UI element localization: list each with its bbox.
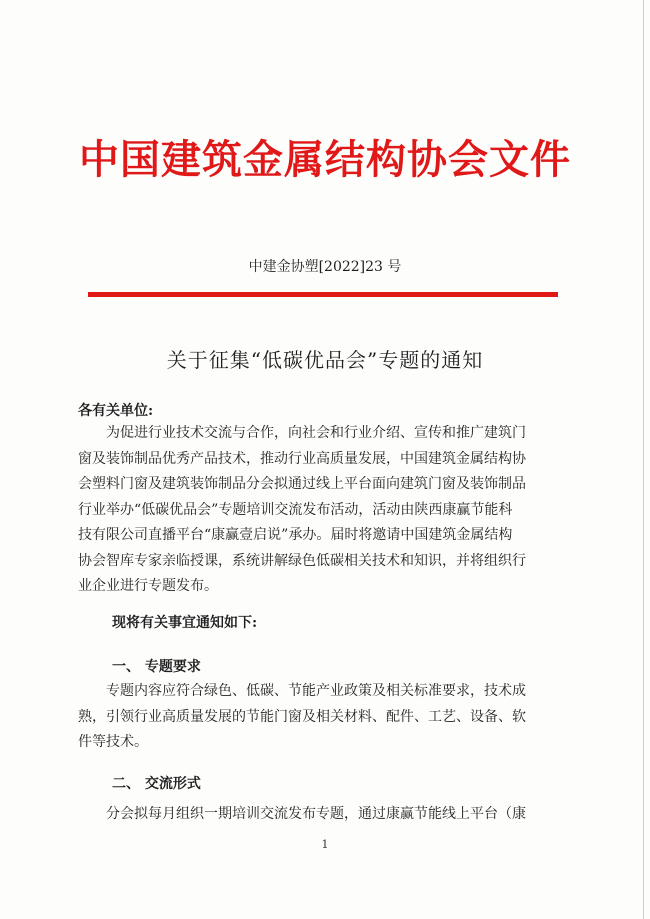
page-number: 1 <box>321 838 329 851</box>
intro-line: 业企业进行专题发布。 <box>78 578 218 594</box>
intro-line: 技有限公司直播平台“康赢壹启说”承办。届时将邀请中国建筑金属结构 <box>78 527 513 543</box>
intro-line: 行业举办“低碳优品会”专题培训交流发布活动，活动由陕西康赢节能科 <box>78 501 513 518</box>
section-body-requirements <box>78 679 580 756</box>
notice-title: 关于征集“低碳优品会”专题的通知 <box>166 348 484 372</box>
intro-line: 协会智库专家亲临授课，系统讲解绿色低碳相关技术和知识，并将组织行 <box>78 552 526 569</box>
salutation: 各有关单位: <box>78 403 154 419</box>
section-body-format <box>78 802 580 828</box>
red-divider-rule <box>88 292 558 297</box>
intro-line: 会塑料门窗及建筑装饰制品分会拟通过线上平台面向建筑门窗及装饰制品 <box>78 476 526 492</box>
intro-line: 为促进行业技术交流与合作，向社会和行业介绍、宣传和推广建筑门 <box>106 425 526 441</box>
lead-in-text: 现将有关事宜通知如下: <box>112 615 258 631</box>
section-heading-format: 二、 交流形式 <box>112 776 201 792</box>
section-heading-requirements: 一、 专题要求 <box>112 659 201 675</box>
section-line: 专题内容应符合绿色、低碳、节能产业政策及相关标准要求，技术成 <box>106 683 526 699</box>
section-line: 件等技术。 <box>78 734 148 750</box>
intro-paragraph <box>78 421 580 600</box>
section-line: 分会拟每月组织一期培训交流发布专题，通过康赢节能线上平台（康 <box>106 806 526 822</box>
document-number: 中建金协塑[2022]23 号 <box>248 259 402 275</box>
intro-line: 窗及装饰制品优秀产品技术，推动行业高质量发展，中国建筑金属结构协 <box>78 450 526 467</box>
section-line: 熟，引领行业高质量发展的节能门窗及相关材料、配件、工艺、设备、软 <box>78 708 526 725</box>
document-header-title: 中国建筑金属结构协会文件 <box>79 136 571 183</box>
